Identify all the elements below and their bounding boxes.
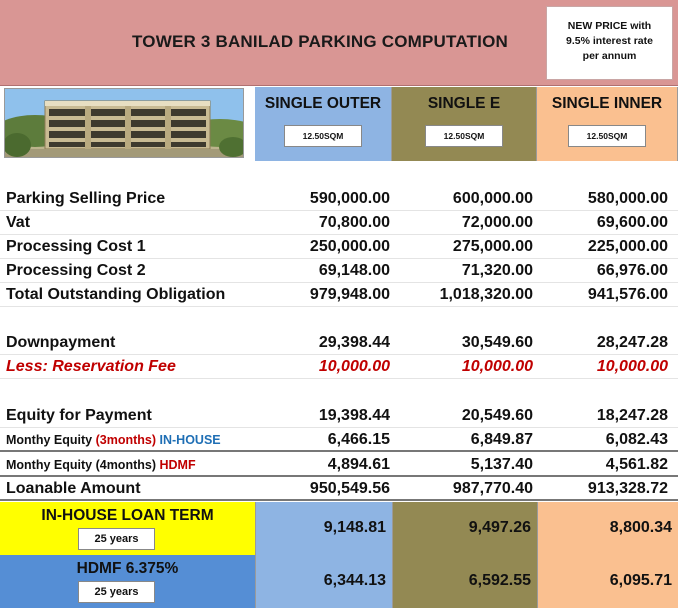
row-label: Downpayment <box>6 334 116 351</box>
inhouse-amortization-single-outer <box>255 502 392 555</box>
row-selling-price <box>0 187 678 211</box>
value-single-e: 30,549.60 <box>461 334 533 351</box>
value-single-outer: 29,398.44 <box>318 334 390 351</box>
value-single-inner: 66,976.00 <box>596 262 668 279</box>
column-name: SINGLE INNER <box>551 95 663 112</box>
row-label-text: Monthy Equity <box>6 433 93 447</box>
row-label: Total Outstanding Obligation <box>6 286 226 303</box>
row-label: Less: Reservation Fee <box>6 358 176 375</box>
row-label-text: Monthy Equity (4months) <box>6 458 156 472</box>
hdmf-loan-term-block <box>0 555 678 608</box>
inhouse-tag: IN-HOUSE <box>159 433 221 447</box>
column-size-badge: 12.50SQM <box>568 125 646 147</box>
value-single-inner: 6,082.43 <box>605 431 668 448</box>
amortization-value: 6,095.71 <box>609 572 672 589</box>
column-header-single-outer <box>255 87 392 161</box>
value-single-outer: 19,398.44 <box>318 407 390 424</box>
row-label <box>6 433 221 447</box>
value-single-outer: 70,800.00 <box>318 214 390 231</box>
inhouse-amortization-single-inner <box>537 502 678 555</box>
value-single-e: 6,849.87 <box>470 431 533 448</box>
price-note-line3: per annum <box>582 50 637 62</box>
row-vat <box>0 211 678 235</box>
inhouse-loan-label-cell <box>0 502 255 555</box>
building-photo <box>4 88 244 158</box>
value-single-outer: 979,948.00 <box>309 286 390 303</box>
row-downpayment <box>0 331 678 355</box>
value-single-outer: 69,148.00 <box>318 262 390 279</box>
row-reservation-fee <box>0 355 678 379</box>
value-single-e: 1,018,320.00 <box>439 286 533 303</box>
row-label: Vat <box>6 214 31 231</box>
value-single-e: 71,320.00 <box>461 262 533 279</box>
value-single-e: 20,549.60 <box>461 407 533 424</box>
hdmf-amortization-single-inner <box>537 555 678 608</box>
value-single-outer: 6,466.15 <box>327 431 390 448</box>
value-single-e: 10,000.00 <box>461 358 533 375</box>
row-label: Processing Cost 1 <box>6 238 146 255</box>
inhouse-loan-label: IN-HOUSE LOAN TERM <box>41 507 214 524</box>
price-note-line2: 9.5% interest rate <box>566 35 653 47</box>
column-header-single-e <box>392 87 537 161</box>
amortization-value: 6,344.13 <box>323 572 386 589</box>
value-single-inner: 69,600.00 <box>596 214 668 231</box>
value-single-outer: 4,894.61 <box>327 456 390 473</box>
value-single-inner: 28,247.28 <box>596 334 668 351</box>
row-label: Processing Cost 2 <box>6 262 146 279</box>
value-single-outer: 590,000.00 <box>309 190 390 207</box>
value-single-inner: 941,576.00 <box>587 286 668 303</box>
hdmf-amortization-single-e <box>392 555 537 608</box>
row-loanable-amount <box>0 477 678 501</box>
value-single-outer: 950,549.56 <box>309 480 390 497</box>
value-single-inner: 10,000.00 <box>596 358 668 375</box>
amortization-value: 9,497.26 <box>468 519 531 536</box>
row-equity-for-payment <box>0 404 678 428</box>
hdmf-loan-label-cell <box>0 555 255 608</box>
value-single-inner: 913,328.72 <box>587 480 668 497</box>
hdmf-amortization-single-outer <box>255 555 392 608</box>
column-name: SINGLE OUTER <box>264 95 382 112</box>
inhouse-loan-term-block <box>0 502 678 555</box>
months-tag: (3months) <box>95 433 157 447</box>
price-note <box>546 6 673 80</box>
row-monthly-equity-inhouse <box>0 428 678 452</box>
value-single-inner: 4,561.82 <box>605 456 668 473</box>
value-single-e: 5,137.40 <box>470 456 533 473</box>
row-label <box>6 458 196 472</box>
column-size-badge: 12.50SQM <box>425 125 503 147</box>
row-total-obligation <box>0 283 678 307</box>
value-single-e: 600,000.00 <box>452 190 533 207</box>
row-label: Equity for Payment <box>6 407 152 424</box>
row-label: Parking Selling Price <box>6 190 166 207</box>
title-bar <box>0 0 678 86</box>
amortization-value: 8,800.34 <box>609 519 672 536</box>
column-header-single-inner <box>537 87 678 161</box>
hdmf-loan-years: 25 years <box>78 581 155 603</box>
value-single-e: 275,000.00 <box>452 238 533 255</box>
hdmf-loan-label: HDMF 6.375% <box>76 560 179 577</box>
value-single-outer: 10,000.00 <box>318 358 390 375</box>
column-name: SINGLE E <box>427 95 501 112</box>
page-title: TOWER 3 BANILAD PARKING COMPUTATION <box>132 32 508 51</box>
value-single-inner: 225,000.00 <box>587 238 668 255</box>
inhouse-loan-years: 25 years <box>78 528 155 550</box>
row-processing-cost-1 <box>0 235 678 259</box>
value-single-e: 72,000.00 <box>461 214 533 231</box>
value-single-e: 987,770.40 <box>452 480 533 497</box>
row-monthly-equity-hdmf <box>0 453 678 477</box>
amortization-value: 9,148.81 <box>323 519 386 536</box>
column-size-badge: 12.50SQM <box>284 125 362 147</box>
price-note-line1: NEW PRICE with <box>567 20 652 32</box>
value-single-inner: 18,247.28 <box>596 407 668 424</box>
value-single-outer: 250,000.00 <box>309 238 390 255</box>
inhouse-amortization-single-e <box>392 502 537 555</box>
parking-building-illustration <box>5 89 244 158</box>
row-processing-cost-2 <box>0 259 678 283</box>
value-single-inner: 580,000.00 <box>587 190 668 207</box>
amortization-value: 6,592.55 <box>468 572 531 589</box>
hdmf-tag: HDMF <box>159 458 196 472</box>
row-label: Loanable Amount <box>6 480 141 497</box>
